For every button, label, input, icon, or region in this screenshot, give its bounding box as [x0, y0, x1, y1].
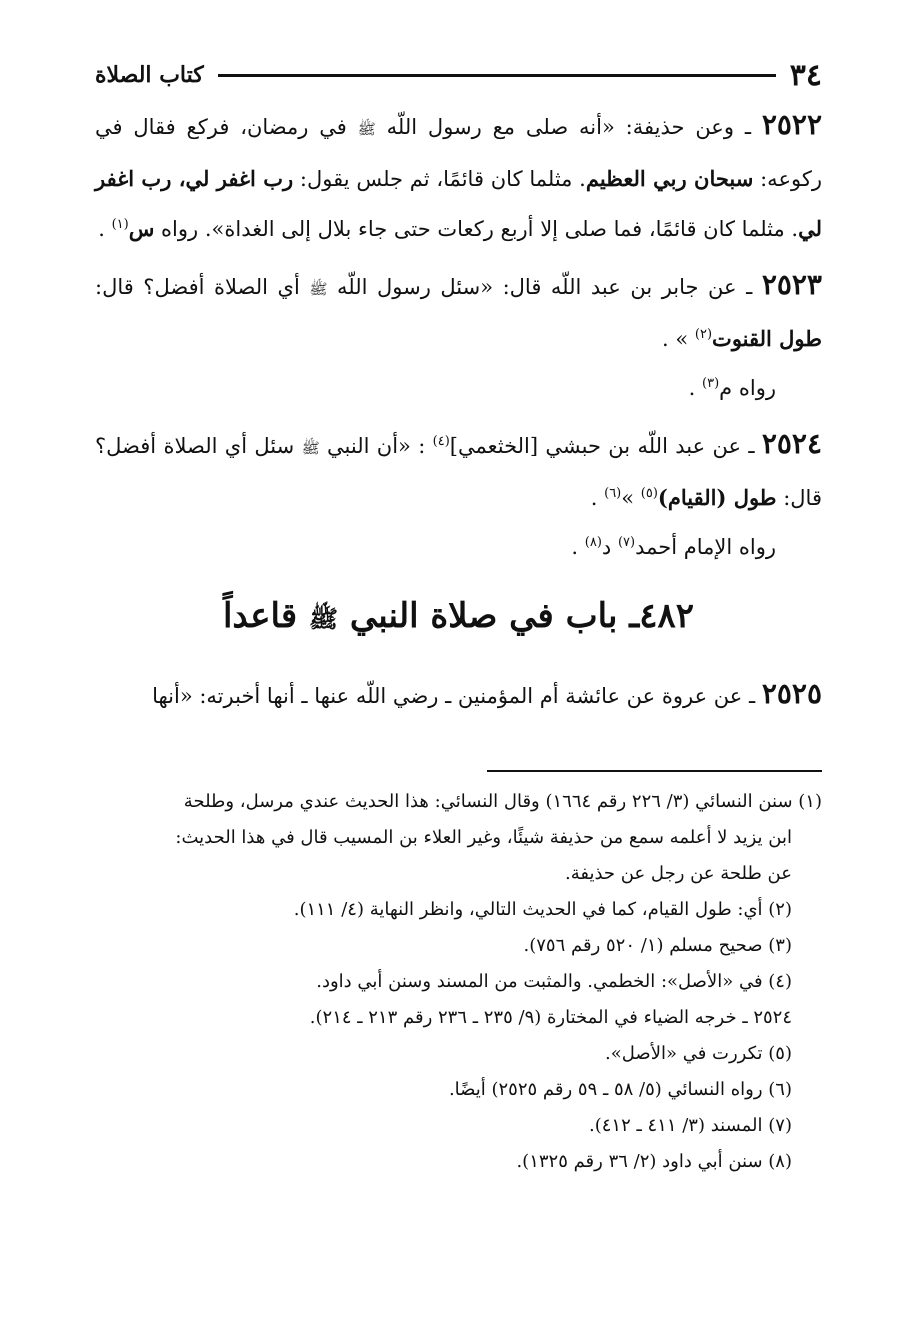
footnote-4 [95, 964, 822, 1000]
footnote-text: (٦) رواه النسائي (٥/ ٥٨ ـ ٥٩ رقم ٢٥٢٥) أيضًا. [448, 1079, 792, 1100]
footnote-5 [95, 1036, 822, 1072]
hadith-text: في رمضان، فركع فقال في ركوعه: [95, 115, 822, 191]
footnote-ref: (١) [111, 217, 129, 232]
footnote-text: (١) سنن النسائي (٣/ ٢٢٦ رقم ١٦٦٤) وقال النسائي: هذا الحديث عندي مرسل، وطلحة [183, 791, 822, 812]
salla-icon: ﷺ [309, 280, 328, 298]
salla-icon: ﷺ [301, 439, 320, 457]
riwaya-text: رواه الإمام أحمد [635, 535, 776, 559]
salla-icon: ﷺ [357, 120, 376, 138]
hadith-number: ٢٥٢٢ [761, 108, 822, 141]
footnote-1 [95, 784, 822, 892]
hadith-bold-text: طول (القيام) [657, 485, 777, 510]
footnote-ref: (٥) [640, 486, 658, 501]
header-rule [218, 74, 776, 77]
hadith-2523 [95, 260, 822, 413]
hadith-text: أي الصلاة أفضل؟ قال: [95, 275, 300, 299]
footnote-ref: (٣) [702, 376, 720, 391]
hadith-2522 [95, 100, 822, 254]
hadith-text: . [98, 217, 112, 241]
hadith-text: ـ عن عبد اللّه بن حبشي [الخثعمي] [449, 434, 755, 458]
hadith-text: . [688, 376, 703, 400]
footnote-text: (٨) سنن أبي داود (٢/ ٣٦ رقم ١٣٢٥). [516, 1151, 792, 1172]
hadith-text: . [590, 486, 605, 510]
footnote-text: (٢) أي: طول القيام، كما في الحديث التالي، وانظر النهاية (٤/ ١١١). [293, 899, 792, 920]
hadith-bold-text: رب اغفر لي، رب اغفر لي [95, 166, 822, 241]
footnote-2 [95, 892, 822, 928]
main-text [95, 100, 822, 721]
footnote-continuation: ابن يزيد لا أعلمه سمع من حذيفة شيئًا، وغير العلاء بن المسيب قال في هذا الحديث: [175, 827, 792, 848]
footnote-ref: (٤) [432, 434, 450, 449]
footnote-text: (٤) في «الأصل»: الخطمي. والمثبت من المسند وسنن أبي داود. [316, 971, 792, 992]
source-abbrev: د [601, 535, 618, 559]
footnote-text: (٥) تكررت في «الأصل». [605, 1043, 792, 1064]
chapter-title: قاعداً [222, 596, 298, 636]
footnote-6 [95, 1072, 822, 1108]
hadith-bold-text: طول القنوت [712, 326, 822, 351]
footnote-text: (٣) صحيح مسلم (١/ ٥٢٠ رقم ٧٥٦). [523, 935, 792, 956]
hadith-number: ٢٥٢٣ [761, 268, 822, 301]
hadith-number: ٢٥٢٤ [761, 427, 822, 460]
footnote-8 [95, 1144, 822, 1180]
hadith-text: » [621, 486, 641, 510]
hadith-text: ـ عن جابر بن عبد اللّه قال: «سئل رسول اللّه [337, 275, 753, 299]
hadith-text: » . [662, 327, 695, 351]
footnotes [95, 784, 822, 1180]
footnote-7 [95, 1108, 822, 1144]
source-abbrev: س [128, 216, 155, 241]
hadith-text: . [571, 535, 585, 559]
hadith-text: ـ عن عروة عن عائشة أم المؤمنين ـ رضي اللّه عنها ـ أنها أخبرته: «أنها [152, 684, 756, 708]
chapter-heading [95, 586, 822, 649]
footnote-ref: (٨) [584, 535, 602, 550]
chapter-title: ٤٨٢ـ باب في صلاة النبي [349, 596, 695, 636]
hadith-text: : «أن النبي [327, 434, 433, 458]
footnote-text: ٢٥٢٤ ـ خرجه الضياء في المختارة (٩/ ٢٣٥ ـ ٢٣٦ رقم ٢١٣ ـ ٢١٤). [309, 1007, 792, 1028]
hadith-number: ٢٥٢٥ [761, 677, 822, 710]
page-number: ٣٤ [789, 57, 822, 93]
source-abbrev: م [719, 376, 733, 400]
hadith-text: سئل أي الصلاة أفضل؟ قال: [95, 434, 822, 510]
footnote-ref: (٦) [604, 486, 622, 501]
footnote-continuation: عن طلحة عن رجل عن حذيفة. [564, 863, 792, 884]
hadith-text: ـ وعن حذيفة: «أنه صلى مع رسول اللّه [386, 115, 751, 139]
hadith-2524 [95, 419, 822, 572]
footnote-text: (٧) المسند (٣/ ٤١١ ـ ٤١٢). [589, 1115, 792, 1136]
footnote-ref: (٧) [617, 535, 636, 550]
footnote-2524 [95, 1000, 822, 1036]
hadith-text: . مثلما كان قائمًا، فما صلى إلا أربع ركعات حتى جاء بلال إلى الغداة». رواه [161, 217, 799, 241]
hadith-2525 [95, 669, 822, 721]
footnote-divider [487, 770, 822, 772]
riwaya-line [571, 535, 822, 559]
footnote-3 [95, 928, 822, 964]
salla-icon: ﷺ [309, 604, 339, 633]
hadith-bold-text: سبحان ربي العظيم [585, 166, 754, 191]
riwaya-line [689, 376, 822, 400]
footnote-ref: (٢) [694, 327, 713, 342]
riwaya-text: رواه [738, 376, 776, 400]
page-header [95, 55, 822, 95]
book-title: كتاب الصلاة [95, 62, 204, 88]
hadith-text: . مثلما كان قائمًا، ثم جلس يقول: [299, 167, 586, 191]
